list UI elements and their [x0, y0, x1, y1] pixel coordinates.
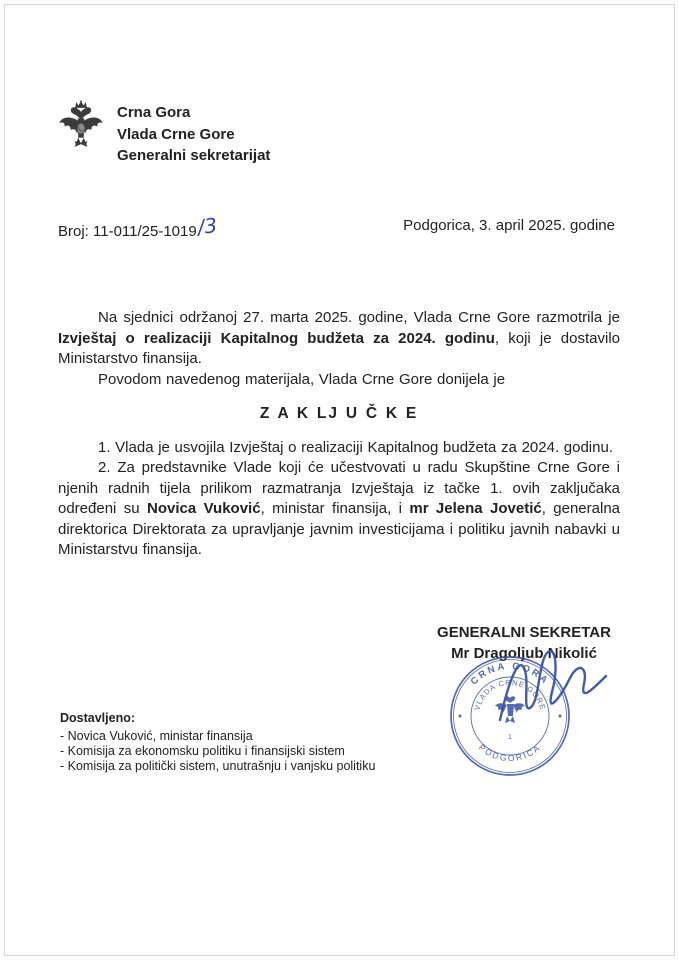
letterhead [58, 100, 270, 167]
paragraph-intro-end: , koji je dostavilo Ministarstvo finansija. [58, 329, 620, 367]
document-body [58, 308, 620, 561]
paragraph-povodom: Povodom navedenog materijala, Vlada Crne Gore donijela je [98, 370, 506, 388]
stamp-bottom-text: PODGORICA [477, 742, 543, 764]
conclusion-item-2-start: 2. Za predstavnike Vlade koji će učestvovati u radu Skupštine Crne Gore i njenih radnih tijela prilikom razmatranja Izvještaja iz tačke 1. ovih zaključaka određeni su [58, 459, 620, 517]
distribution-item: - Komisija za politički sistem, unutrašnju i vanjsku politiku [60, 758, 376, 773]
handwritten-signature [494, 640, 614, 740]
distribution-label: Dostavljeno: [60, 711, 136, 725]
distribution-item: - Novica Vuković, ministar finansija [60, 728, 253, 743]
distribution-item: - Komisija za ekonomsku politiku i finansijski sistem [60, 743, 345, 758]
conclusion-item-2-bold-name-2: mr Jelena Jovetić [409, 500, 542, 517]
signatory-name: Mr Dragoljub Nikolić [451, 645, 597, 662]
handwritten-number-suffix: /3 [195, 212, 219, 240]
paragraph-intro-start: Na sjednici održanoj 27. marta 2025. godine, Vlada Crne Gore razmotrila je [98, 309, 620, 326]
conclusion-item-2-end: , generalna direktorica Direktorata za upravljanje javnim investicijama i politiku javnih nabavki u Ministarstvu finansija. [58, 500, 621, 558]
place-date: Podgorica, 3. april 2025. godine [403, 217, 615, 234]
double-eagle-icon [58, 100, 104, 158]
stamp-inner-text: VLADA CRNE GORE [472, 677, 548, 712]
letterhead-text [117, 100, 270, 167]
letterhead-department: Generalni sekretarijat [117, 147, 271, 164]
reference-row [58, 212, 615, 241]
letterhead-government: Vlada Crne Gore [117, 125, 235, 143]
stamp-number: 1 [508, 734, 512, 741]
conclusion-item-1: 1. Vlada je usvojila Izvještaj o realizaciji Kapitalnog budžeta za 2024. godinu. [98, 438, 613, 456]
conclusion-item-2 [58, 458, 620, 561]
svg-text:PODGORICA [477, 742, 543, 763]
signatory-title: GENERALNI SEKRETAR [437, 624, 611, 641]
conclusion-item-2-bold-name-1: Novica Vuković [147, 500, 261, 517]
paragraph-intro [58, 308, 620, 370]
document-number-text: Broj: 11-011/25-1019 [58, 223, 197, 240]
letterhead-country: Crna Gora [117, 104, 191, 121]
document-number [58, 212, 219, 241]
coat-of-arms-icon [58, 100, 104, 158]
conclusions-heading: Z A K LJ U Č K E [259, 405, 419, 422]
paragraph-intro-bold: Izvještaj o realizaciji Kapitalnog budžeta za 2024. godinu [58, 329, 495, 347]
conclusion-item-2-mid: , ministar finansija, i [260, 500, 410, 517]
stamp-outer-text: CRNA GORA [468, 660, 552, 688]
distribution-list [60, 711, 375, 773]
